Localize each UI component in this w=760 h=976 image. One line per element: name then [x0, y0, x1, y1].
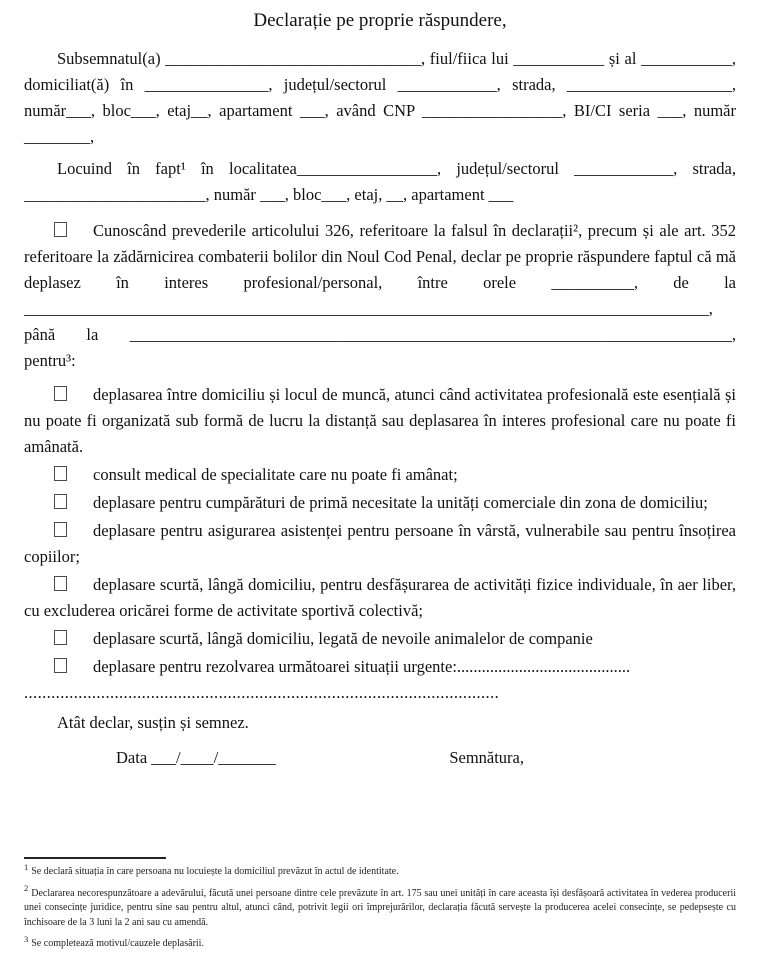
footnote-marker: 1 — [24, 861, 29, 872]
reason-text: deplasare scurtă, lângă domiciliu, pentru desfășurarea de activități fizice individuale, în aer liber, cu excluderea oricărei forme de activitate sportivă colectivă; — [24, 575, 736, 620]
footnote-rule — [24, 857, 166, 859]
page-title: Declarație pe proprie răspundere, — [253, 10, 507, 31]
date-signature-row — [24, 745, 736, 771]
reason-text: deplasarea între domiciliu și locul de muncă, atunci când activitatea profesională este esențială și nu poate fi organizată sub formă de lucru la distanță sau deplasarea în interes profesional care nu poate fi amânată. — [24, 385, 736, 456]
reason-text: consult medical de specialitate care nu poate fi amânat; — [93, 465, 458, 484]
reason-text: deplasare scurtă, lângă domiciliu, legată de nevoile animalelor de companie — [93, 629, 593, 648]
checkbox-icon[interactable] — [54, 386, 67, 401]
footnotes-section — [24, 857, 736, 952]
reason-text: deplasare pentru cumpărături de primă necesitate la unități comerciale din zona de domiciliu; — [93, 493, 708, 512]
footnote-marker: 3 — [24, 933, 29, 944]
reason-item-pets — [24, 626, 736, 652]
checkbox-icon[interactable] — [54, 658, 67, 673]
footnote-marker: 2 — [24, 883, 29, 894]
dots-text: ......................................................................................................... — [24, 683, 500, 702]
footnote-text: Se completează motivul/cauzele deplasării. — [31, 938, 204, 949]
checkbox-icon[interactable] — [54, 630, 67, 645]
footnote-1 — [24, 861, 736, 880]
reason-item-shopping — [24, 490, 736, 516]
footnote-3 — [24, 933, 736, 952]
intro-paragraph — [24, 46, 736, 150]
dots-continuation-line — [24, 680, 736, 706]
footnote-text: Declararea necorespunzătoare a adevărului, făcută unei persoane dintre cele prevăzute în art. 175 sau unei unități în care aceasta își desfășoară activitatea în vederea producerii unei consecințe juridice, pentru sine sau pentru altul, atunci când, potrivit legii ori împrejurărilor, declarația făcută servește la producerea acelei consecințe, se pedepsește cu închisoare de la 3 luni la 2 ani sau cu amendă. — [24, 887, 736, 928]
checkbox-icon[interactable] — [54, 576, 67, 591]
footnote-2 — [24, 883, 736, 931]
footnote-text: Se declară situația în care persoana nu locuiește la domiciliul prevăzut în actul de identitate. — [31, 866, 399, 877]
checkbox-icon[interactable] — [54, 522, 67, 537]
residence-paragraph — [24, 156, 736, 208]
declaration-paragraph — [24, 218, 736, 374]
reason-item-exercise — [24, 572, 736, 624]
closing-statement: Atât declar, susțin și semnez. — [57, 713, 249, 732]
checkbox-icon[interactable] — [54, 494, 67, 509]
declaration-text: Cunoscând prevederile articolului 326, referitoare la falsul în declarații², precum și ale art. 352 referitoare la zădărnicirea combaterii bolilor din Noul Cod Penal, declar pe proprie răspundere faptul că mă deplasez în interes profesional/personal, între orele __________, de la ___________________________________________________________________________________, până la _________________________________________________________________________, pentru³: — [24, 221, 736, 370]
reason-item-urgent — [24, 654, 736, 680]
date-field: Data ___/____/_______ — [116, 748, 276, 767]
intro-text: Subsemnatul(a) _______________________________, fiul/fiica lui ___________ și al ___________, domiciliat(ă) în _______________, județul/sectorul ____________, strada, ____________________, număr___, bloc___, etaj__, apartament ___, având CNP _________________, BI/CI seria ___, număr ________, — [24, 49, 736, 146]
reason-text: deplasare pentru rezolvarea următoarei situații urgente:.......................................... — [93, 657, 631, 676]
signature-label: Semnătura, — [449, 748, 524, 767]
reason-item-medical — [24, 462, 736, 488]
residence-text: Locuind în fapt¹ în localitatea_________________, județul/sectorul ____________, strada, ______________________, număr ___, bloc___, etaj, __, apartament ___ — [24, 159, 736, 204]
reason-item-assistance — [24, 518, 736, 570]
reason-item-work — [24, 382, 736, 460]
checkbox-icon[interactable] — [54, 222, 67, 237]
reason-text: deplasare pentru asigurarea asistenței pentru persoane în vârstă, vulnerabile sau pentru însoțirea copiilor; — [24, 521, 736, 566]
checkbox-icon[interactable] — [54, 466, 67, 481]
